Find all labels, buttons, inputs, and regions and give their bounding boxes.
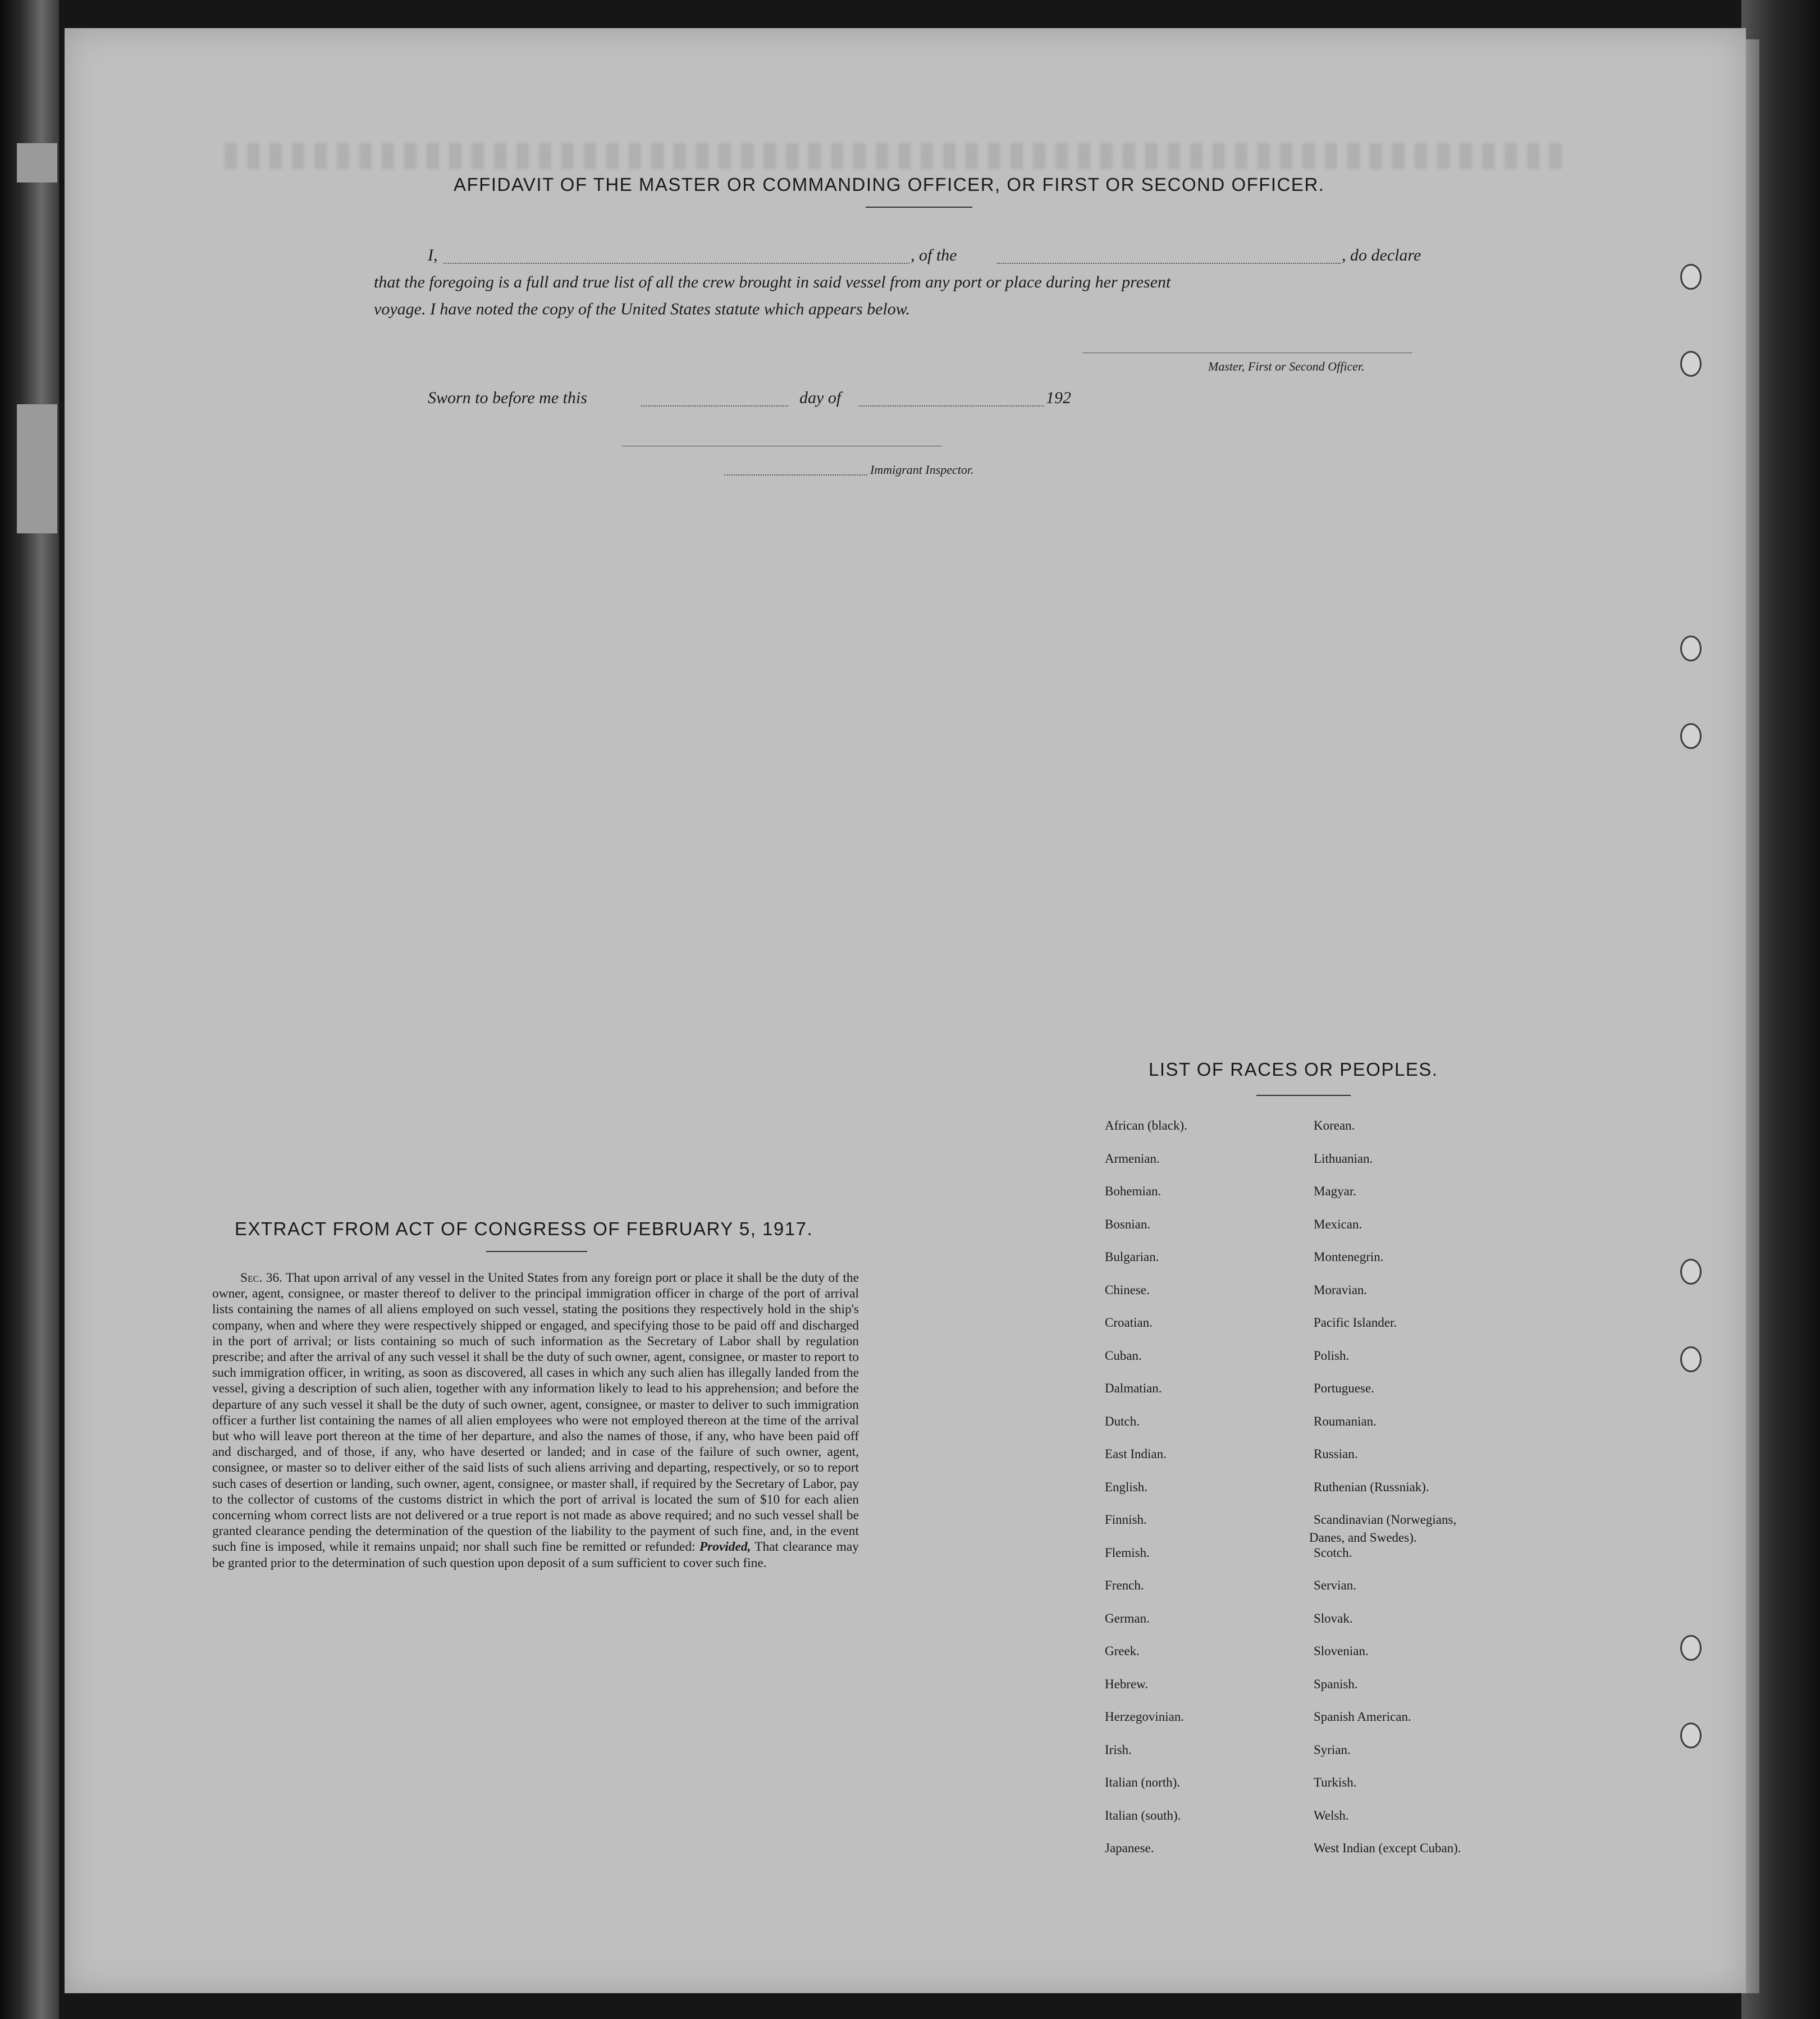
race-item: Mexican.: [1314, 1217, 1362, 1231]
race-item: Finnish.: [1105, 1513, 1147, 1527]
bleed-through-text: [225, 143, 1572, 169]
race-item: Scandinavian (Norwegians,: [1314, 1513, 1457, 1527]
sworn-day: day of: [799, 389, 842, 407]
punch-hole: [1680, 264, 1702, 290]
binder-tab: [17, 404, 57, 533]
document-page: [65, 28, 1746, 1993]
races-rule: [1256, 1095, 1351, 1096]
race-item: Pacific Islander.: [1314, 1315, 1397, 1330]
race-item: Chinese.: [1105, 1283, 1150, 1297]
race-item: Magyar.: [1314, 1184, 1357, 1198]
statute-text: [212, 1270, 859, 1571]
race-item: Lithuanian.: [1314, 1152, 1373, 1166]
affidavit-of-the: , of the: [911, 246, 957, 264]
race-item: Bohemian.: [1105, 1184, 1161, 1198]
extract-title: EXTRACT FROM ACT OF CONGRESS OF FEBRUARY 5, 1917.: [235, 1218, 813, 1239]
punch-hole: [1680, 1259, 1702, 1285]
punch-hole: [1680, 723, 1702, 749]
page-edge: [1746, 39, 1759, 1993]
race-item: Welsh.: [1314, 1808, 1349, 1822]
race-item: Russian.: [1314, 1447, 1358, 1461]
statute-body-end: That clearance may be granted prior to the determination of such question upon deposit of a sum sufficient to cover such fine.: [212, 1540, 859, 1570]
inspector-blank: [724, 474, 867, 476]
race-item: Turkish.: [1314, 1775, 1357, 1789]
punch-hole: [1680, 636, 1702, 661]
race-item: Herzegovinian.: [1105, 1710, 1185, 1724]
statute-body: That upon arrival of any vessel in the United States from any foreign port or place it shall be the duty of the owner, agent, consignee, or master thereof to deliver to the principal immigration officer in charge of the port of arrival lists containing the names of all aliens employed on such vessel, stating the positions they respectively hold in the ship's company, when and where they were respectively shipped or engaged, and specifying those to be paid off and discharged in the port of arrival; or lists containing so much of such information as the Secretary of Labor shall by regulation prescribe; and after the arrival of any such vessel it shall be the duty of such owner, agent, consignee, or master to report to such immigration officer, in writing, as soon as discovered, all cases in which any such alien has illegally landed from the vessel, giving a description of such alien, together with any information likely to lead to his apprehension; and before the departure of any such vessel it shall be the duty of such owner, agent, consignee, or master to deliver to such immigration officer a further list containing the names of all alien employees who were not employed thereon at the time of the arrival but who will leave port thereon at the time of her departure, and also the names of those, if any, who have been paid off and discharged, and of those, if any, who have deserted or landed; and in case of the failure of such owner, agent, consignee, or master so to deliver either of the said lists of such aliens arriving and departing, respectively, or so to report such cases of desertion or landing, such owner, agent, consignee, or master shall, if required by the Secretary of Labor, pay to the collector of customs of the customs district in which the port of arrival is located the sum of $10 for each alien concerning whom correct lists are not delivered or a true report is not made as above required; and no such vessel shall be granted clearance pending the determination of the question of the liability to the payment of such fine, and, in the event such fine is imposed, while it remains unpaid; nor shall such fine be remitted or refunded:: [212, 1271, 859, 1555]
race-item: Dutch.: [1105, 1414, 1140, 1428]
extract-rule: [486, 1251, 587, 1252]
affidavit-i: I,: [428, 246, 438, 264]
affidavit-title: AFFIDAVIT OF THE MASTER OR COMMANDING OFFICER, OR FIRST OR SECOND OFFICER.: [454, 174, 1325, 195]
race-item: Moravian.: [1314, 1283, 1368, 1297]
race-item: Dalmatian.: [1105, 1381, 1162, 1395]
statute-provided: Provided,: [699, 1540, 751, 1555]
races-title: LIST OF RACES OR PEOPLES.: [1149, 1059, 1438, 1080]
race-item: Slovenian.: [1314, 1644, 1369, 1658]
race-item: Bosnian.: [1105, 1217, 1151, 1231]
affidavit-line3: voyage. I have noted the copy of the United States statute which appears below.: [374, 300, 911, 318]
sworn-year: 192: [1046, 389, 1071, 407]
race-item: Servian.: [1314, 1578, 1357, 1592]
section-label: Sec. 36.: [240, 1271, 283, 1285]
race-item: Japanese.: [1105, 1841, 1154, 1855]
race-item: Montenegrin.: [1314, 1250, 1384, 1264]
race-item: Croatian.: [1105, 1315, 1153, 1330]
race-item: Irish.: [1105, 1743, 1132, 1757]
race-item: Spanish.: [1314, 1677, 1358, 1691]
name-blank: [443, 263, 909, 264]
vessel-blank: [997, 263, 1341, 264]
sworn-prefix: Sworn to before me this: [428, 389, 587, 407]
race-item: Cuban.: [1105, 1349, 1142, 1363]
race-continuation: Danes, and Swedes).: [1309, 1531, 1417, 1545]
race-item: Italian (south).: [1105, 1808, 1181, 1822]
sworn-day-blank: [641, 405, 788, 406]
race-item: Armenian.: [1105, 1152, 1160, 1166]
race-item: African (black).: [1105, 1118, 1187, 1132]
race-item: Portuguese.: [1314, 1381, 1374, 1395]
race-item: East Indian.: [1105, 1447, 1167, 1461]
race-item: Bulgarian.: [1105, 1250, 1159, 1264]
race-item: Slovak.: [1314, 1611, 1353, 1625]
punch-hole: [1680, 1723, 1702, 1748]
race-item: Hebrew.: [1105, 1677, 1149, 1691]
race-item: French.: [1105, 1578, 1144, 1592]
race-item: German.: [1105, 1611, 1150, 1625]
affidavit-line2: that the foregoing is a full and true list of all the crew brought in said vessel from any port or place during her present: [374, 273, 1171, 291]
race-item: Roumanian.: [1314, 1414, 1377, 1428]
race-item: Korean.: [1314, 1118, 1355, 1132]
punch-hole: [1680, 1346, 1702, 1372]
binder-tab: [17, 143, 57, 182]
race-item: Scotch.: [1314, 1546, 1352, 1560]
signature-label: Master, First or Second Officer.: [1208, 359, 1365, 373]
race-item: English.: [1105, 1480, 1148, 1494]
race-item: Spanish American.: [1314, 1710, 1411, 1724]
race-item: Ruthenian (Russniak).: [1314, 1480, 1429, 1494]
race-item: Greek.: [1105, 1644, 1140, 1658]
punch-hole: [1680, 1635, 1702, 1661]
race-item: Syrian.: [1314, 1743, 1351, 1757]
race-item: West Indian (except Cuban).: [1314, 1841, 1461, 1855]
binder-left-edge: [0, 0, 59, 2019]
title-rule: [866, 207, 972, 208]
punch-hole: [1680, 351, 1702, 377]
affidavit-do-declare: , do declare: [1342, 246, 1421, 264]
race-item: Flemish.: [1105, 1546, 1150, 1560]
race-item: Italian (north).: [1105, 1775, 1181, 1789]
race-item: Polish.: [1314, 1349, 1350, 1363]
sworn-month-blank: [859, 405, 1044, 406]
inspector-label: Immigrant Inspector.: [870, 463, 974, 477]
